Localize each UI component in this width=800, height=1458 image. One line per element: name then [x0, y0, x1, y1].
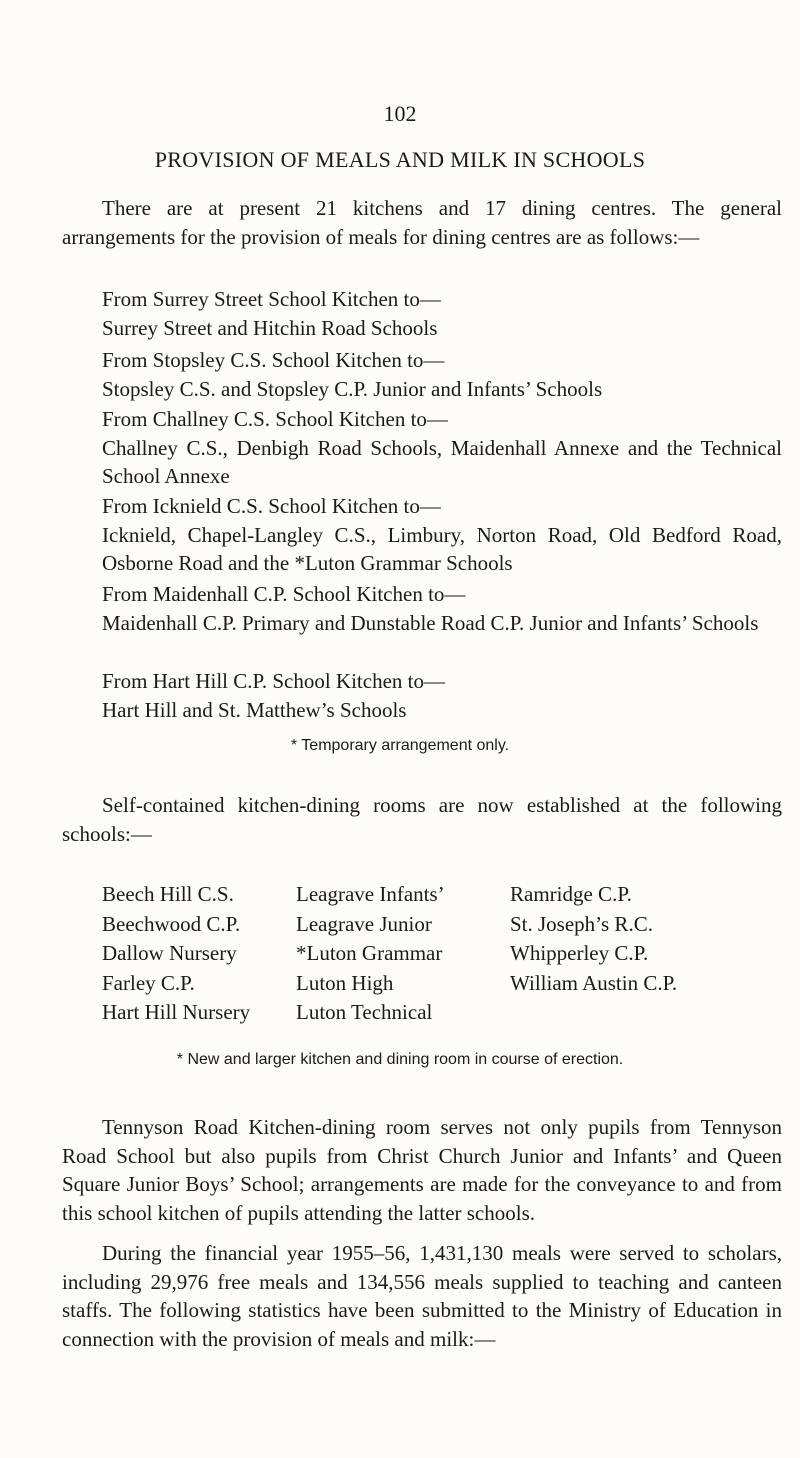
schools-list	[102, 880, 782, 1028]
school-name: Luton High	[296, 970, 394, 995]
school-name: Beechwood C.P.	[102, 911, 241, 936]
school-name: Farley C.P.	[102, 970, 195, 995]
financial-paragraph: During the financial year 1955–56, 1,431,130 meals were served to scholars, including 29,976 free meals and 134,556 meals supplied to teaching and canteen staffs. The following statistics have been submitted to the Ministry of Education in connection with the provision of meals and milk:—	[62, 1241, 782, 1351]
school-name: Hart Hill Nursery	[102, 1000, 251, 1025]
kitchen-from: From Stopsley C.S. School Kitchen to—	[102, 348, 445, 372]
schools-column	[102, 880, 296, 1028]
school-name: William Austin C.P.	[510, 970, 678, 995]
kitchen-from: From Surrey Street School Kitchen to—	[102, 287, 441, 311]
kitchen-from: From Maidenhall C.P. School Kitchen to—	[102, 582, 466, 606]
kitchen-entry	[102, 405, 782, 491]
kitchen-entry	[102, 285, 782, 342]
kitchen-from: From Challney C.S. School Kitchen to—	[102, 407, 448, 431]
kitchen-entry	[102, 580, 782, 637]
kitchen-destinations: Stopsley C.S. and Stopsley C.P. Junior and Infants’ Schools	[102, 376, 603, 401]
self-contained-paragraph: Self-contained kitchen-dining rooms are now established at the following schools:—	[62, 793, 782, 846]
footnote-new-kitchen: * New and larger kitchen and dining room in course of erection.	[176, 1051, 624, 1068]
kitchen-destinations: Hart Hill and St. Matthew’s Schools	[102, 697, 407, 722]
tennyson-paragraph: Tennyson Road Kitchen-dining room serves not only pupils from Tennyson Road School but also pupils from Christ Church Junior and Infants’ and Queen Square Junior Boys’ School; arrangements are made for the conveyance to and from this school kitchen of pupils attending the latter schools.	[62, 1115, 782, 1225]
kitchen-entry	[102, 346, 782, 403]
school-name: *Luton Grammar	[296, 941, 443, 966]
intro-paragraph: There are at present 21 kitchens and 17 dining centres. The general arrangements for the provision of meals for dining centres are as follows:—	[62, 196, 782, 249]
school-name: Leagrave Junior	[296, 911, 432, 936]
school-name: Leagrave Infants’	[296, 882, 445, 906]
kitchen-destinations: Maidenhall C.P. Primary and Dunstable Road C.P. Junior and Infants’ Schools	[102, 610, 759, 635]
page-title: PROVISION OF MEALS AND MILK IN SCHOOLS	[154, 147, 646, 172]
footnote-temporary: * Temporary arrangement only.	[290, 737, 510, 754]
school-name: Whipperley C.P.	[510, 941, 649, 966]
kitchen-from: From Icknield C.S. School Kitchen to—	[102, 494, 441, 518]
school-name: Beech Hill C.S.	[102, 882, 234, 906]
school-name: Dallow Nursery	[102, 941, 237, 966]
page-number: 102	[383, 101, 417, 126]
kitchen-entry	[102, 492, 782, 578]
school-name: Ramridge C.P.	[510, 882, 632, 906]
school-name: St. Joseph’s R.C.	[510, 911, 653, 936]
school-name: Luton Technical	[296, 1000, 433, 1025]
kitchen-destinations: Icknield, Chapel-Langley C.S., Limbury, Norton Road, Old Bedford Road, Osborne Road and the *Luton Grammar Schools	[102, 522, 782, 575]
kitchen-from: From Hart Hill C.P. School Kitchen to—	[102, 669, 445, 693]
schools-column	[296, 880, 510, 1028]
kitchen-destinations: Challney C.S., Denbigh Road Schools, Maidenhall Annexe and the Technical School Annexe	[102, 435, 782, 488]
kitchen-entry	[102, 667, 782, 724]
kitchen-destinations: Surrey Street and Hitchin Road Schools	[102, 315, 438, 340]
schools-column	[510, 880, 782, 1028]
